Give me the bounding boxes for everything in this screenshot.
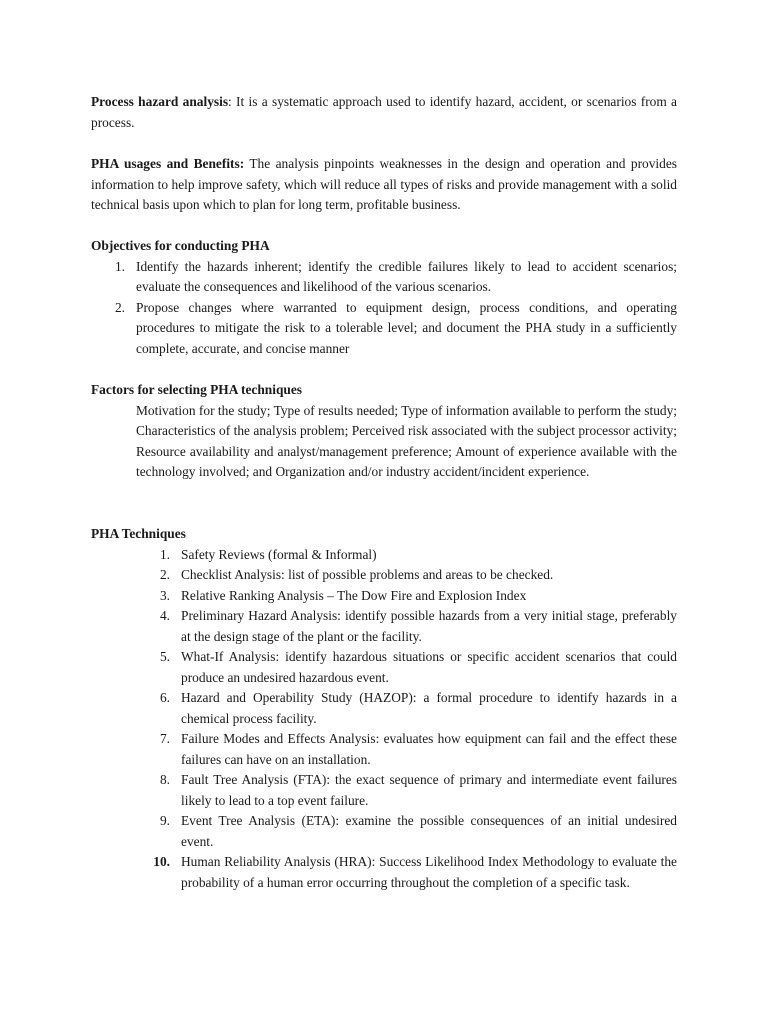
- list-text: Checklist Analysis: list of possible problems and areas to be checked.: [181, 567, 554, 582]
- factors-text: Motivation for the study; Type of results needed; Type of information available to perform the study; Characteristics of the analysis problem; Perceived risk associated with the subject processor activity; Resource availability and analyst/management preference; Amount of experience available with the technology involved; and Organization and/or industry accident/incident experience.: [136, 402, 677, 479]
- list-item: [91, 647, 677, 688]
- list-number: 1.: [159, 546, 170, 562]
- list-number: 10.: [153, 854, 170, 869]
- list-text: Event Tree Analysis (ETA): examine the possible consequences of an initial undesired event.: [181, 813, 677, 849]
- list-item: [91, 298, 677, 360]
- objectives-heading: Objectives for conducting PHA: [91, 238, 270, 253]
- list-number: 5.: [159, 649, 170, 664]
- list-item: [91, 565, 677, 586]
- list-text: Preliminary Hazard Analysis: identify possible hazards from a very initial stage, preferably at the design stage of the plant or the facility.: [181, 608, 677, 644]
- list-text: What-If Analysis: identify hazardous situations or specific accident scenarios that could produce an undesired hazardous event.: [181, 649, 677, 685]
- factors-section: [91, 380, 677, 483]
- list-number: 3.: [159, 587, 170, 603]
- list-number: 2.: [159, 567, 170, 582]
- list-text: Safety Reviews (formal & Informal): [181, 546, 377, 562]
- list-number: 1.: [114, 258, 125, 274]
- list-number: 2.: [114, 299, 125, 315]
- list-text: Failure Modes and Effects Analysis: evaluates how equipment can fail and the effect these failures can have on an installation.: [181, 731, 677, 767]
- list-item: [91, 606, 677, 647]
- techniques-section: [91, 524, 677, 893]
- list-text: Fault Tree Analysis (FTA): the exact sequence of primary and intermediate event failures likely to lead to a top event failure.: [181, 772, 677, 808]
- techniques-heading: PHA Techniques: [91, 526, 186, 541]
- list-item: [91, 770, 677, 811]
- usages-label: PHA usages and Benefits:: [91, 156, 245, 171]
- list-text: Human Reliability Analysis (HRA): Success Likelihood Index Methodology to evaluate the probability of a human error occurring throughout the completion of a specific task.: [181, 854, 677, 890]
- list-number: 9.: [159, 813, 170, 828]
- list-text: Hazard and Operability Study (HAZOP): a formal procedure to identify hazards in a chemical process facility.: [181, 690, 677, 726]
- usages-text: The analysis pinpoints weaknesses in the design and operation and provides information to help improve safety, which will reduce all types of risks and provide management with a solid technical basis upon which to plan for long term, profitable business.: [91, 156, 678, 212]
- list-text: Propose changes where warranted to equipment design, process conditions, and operating procedures to mitigate the risk to a tolerable level; and document the PHA study in a sufficiently complete, accurate, and concise manner: [136, 299, 677, 356]
- usages-paragraph: [91, 154, 677, 216]
- pha-definition: : It is a systematic approach used to identify hazard, accident, or scenarios from a process.: [91, 94, 678, 130]
- list-text: Identify the hazards inherent; identify the credible failures likely to lead to accident scenarios; evaluate the consequences and likelihood of the various scenarios.: [136, 258, 677, 294]
- list-number: 7.: [159, 731, 170, 746]
- list-item: [91, 257, 677, 298]
- list-number: 6.: [159, 690, 170, 705]
- techniques-list: [91, 545, 677, 894]
- objectives-section: [91, 236, 677, 359]
- list-item: [91, 811, 677, 852]
- list-number: 8.: [159, 772, 170, 787]
- list-number: 4.: [159, 608, 170, 623]
- list-item: [91, 586, 677, 607]
- factors-heading: Factors for selecting PHA techniques: [91, 382, 302, 397]
- list-text: Relative Ranking Analysis – The Dow Fire and Explosion Index: [181, 587, 527, 603]
- list-item: [91, 729, 677, 770]
- pha-term: Process hazard analysis: [91, 94, 229, 109]
- list-item: [91, 852, 677, 893]
- objectives-list: [91, 257, 677, 360]
- list-item: [91, 545, 677, 566]
- intro-paragraph: [91, 92, 677, 133]
- list-item: [91, 688, 677, 729]
